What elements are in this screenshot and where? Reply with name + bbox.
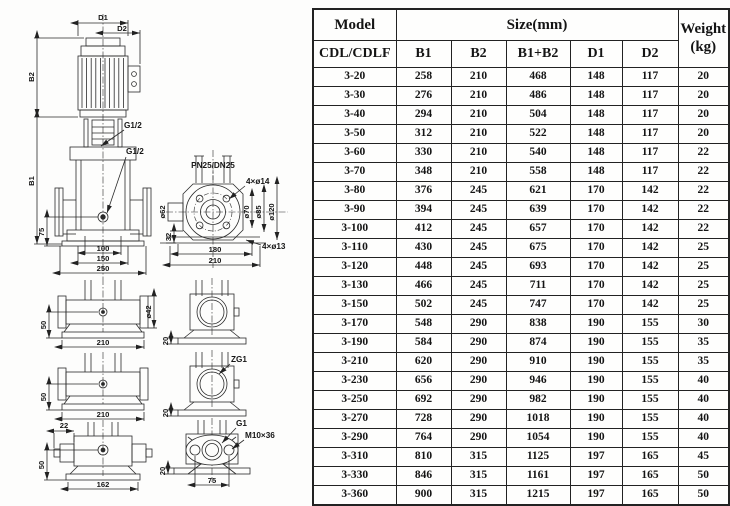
cell-model: 3-250 bbox=[313, 391, 396, 410]
cell-value: 348 bbox=[396, 163, 451, 182]
cell-value: 486 bbox=[506, 87, 570, 106]
svg-text:ø120: ø120 bbox=[267, 203, 276, 221]
cell-value: 558 bbox=[506, 163, 570, 182]
dim-210-v3 bbox=[62, 410, 144, 421]
svg-text:ZG1: ZG1 bbox=[231, 355, 247, 364]
svg-text:50: 50 bbox=[37, 460, 46, 470]
flange-standard-label: PN25/DN25 bbox=[191, 161, 235, 170]
cell-value: 502 bbox=[396, 296, 451, 315]
svg-text:D2: D2 bbox=[117, 24, 127, 33]
cell-value: 290 bbox=[451, 372, 506, 391]
cell-value: 22 bbox=[678, 163, 729, 182]
table-row bbox=[313, 334, 729, 353]
cell-value: 25 bbox=[678, 277, 729, 296]
cell-model: 3-40 bbox=[313, 106, 396, 125]
cell-value: 155 bbox=[622, 429, 678, 448]
header-d2: D2 bbox=[622, 41, 678, 68]
cell-value: 155 bbox=[622, 334, 678, 353]
callout-g12-mid bbox=[107, 147, 144, 213]
callout-zg1 bbox=[219, 355, 247, 374]
cell-value: 25 bbox=[678, 239, 729, 258]
cell-value: 117 bbox=[622, 87, 678, 106]
table-row bbox=[313, 258, 729, 277]
cell-value: 148 bbox=[570, 87, 622, 106]
table-row bbox=[313, 372, 729, 391]
cell-value: 639 bbox=[506, 201, 570, 220]
cell-value: 197 bbox=[570, 486, 622, 506]
svg-text:32: 32 bbox=[164, 232, 173, 242]
cell-value: 20 bbox=[678, 125, 729, 144]
cell-value: 693 bbox=[506, 258, 570, 277]
table-row bbox=[313, 296, 729, 315]
cell-value: 620 bbox=[396, 353, 451, 372]
cell-value: 258 bbox=[396, 68, 451, 87]
cell-value: 245 bbox=[451, 277, 506, 296]
cell-value: 522 bbox=[506, 125, 570, 144]
cell-value: 430 bbox=[396, 239, 451, 258]
svg-text:ø85: ø85 bbox=[254, 205, 263, 219]
table-row bbox=[313, 429, 729, 448]
cell-value: 117 bbox=[622, 144, 678, 163]
cell-value: 245 bbox=[451, 182, 506, 201]
svg-text:G1/2: G1/2 bbox=[124, 121, 142, 130]
svg-text:75: 75 bbox=[207, 476, 217, 485]
svg-text:20: 20 bbox=[161, 408, 170, 418]
cell-model: 3-210 bbox=[313, 353, 396, 372]
cell-value: 22 bbox=[678, 144, 729, 163]
cell-model: 3-20 bbox=[313, 68, 396, 87]
header-size-group: Size(mm) bbox=[396, 9, 678, 41]
cell-value: 40 bbox=[678, 410, 729, 429]
cell-value: 210 bbox=[451, 106, 506, 125]
cell-value: 982 bbox=[506, 391, 570, 410]
cell-value: 35 bbox=[678, 353, 729, 372]
svg-text:4×ø14: 4×ø14 bbox=[246, 177, 270, 186]
cell-value: 245 bbox=[451, 220, 506, 239]
cell-model: 3-90 bbox=[313, 201, 396, 220]
cell-value: 35 bbox=[678, 334, 729, 353]
cell-value: 20 bbox=[678, 106, 729, 125]
cell-value: 117 bbox=[622, 68, 678, 87]
cell-value: 675 bbox=[506, 239, 570, 258]
svg-text:150: 150 bbox=[96, 254, 110, 263]
cell-value: 315 bbox=[451, 486, 506, 506]
table-row bbox=[313, 220, 729, 239]
header-d1: D1 bbox=[570, 41, 622, 68]
cell-value: 466 bbox=[396, 277, 451, 296]
dim-20-v4 bbox=[161, 409, 178, 417]
cell-model: 3-110 bbox=[313, 239, 396, 258]
table-row bbox=[313, 486, 729, 506]
dim-dia120 bbox=[267, 184, 277, 240]
dim-dia62: ø62 bbox=[158, 205, 167, 219]
dim-50-v3 bbox=[39, 384, 98, 410]
view-base-front-2 bbox=[161, 350, 247, 417]
svg-text:B2: B2 bbox=[27, 72, 36, 82]
cell-value: 210 bbox=[451, 68, 506, 87]
svg-text:210: 210 bbox=[208, 256, 222, 265]
cell-value: 142 bbox=[622, 277, 678, 296]
cell-value: 142 bbox=[622, 201, 678, 220]
dim-B2 bbox=[27, 38, 84, 117]
cell-value: 210 bbox=[451, 87, 506, 106]
spec-table bbox=[312, 8, 730, 506]
drain-port-center bbox=[101, 215, 106, 220]
view-pump-front bbox=[27, 13, 151, 278]
cell-value: 22 bbox=[678, 182, 729, 201]
header-weight bbox=[678, 9, 729, 68]
cell-value: 190 bbox=[570, 391, 622, 410]
cell-value: 148 bbox=[570, 106, 622, 125]
cell-value: 40 bbox=[678, 429, 729, 448]
cell-value: 276 bbox=[396, 87, 451, 106]
cell-value: 1161 bbox=[506, 467, 570, 486]
cell-model: 3-80 bbox=[313, 182, 396, 201]
cell-value: 155 bbox=[622, 372, 678, 391]
table-row bbox=[313, 201, 729, 220]
dim-dia42 bbox=[144, 296, 157, 328]
cell-value: 394 bbox=[396, 201, 451, 220]
cell-value: 170 bbox=[570, 277, 622, 296]
cell-model: 3-270 bbox=[313, 410, 396, 429]
cell-value: 810 bbox=[396, 448, 451, 467]
cell-value: 190 bbox=[570, 410, 622, 429]
cell-value: 874 bbox=[506, 334, 570, 353]
table-row bbox=[313, 163, 729, 182]
cell-value: 290 bbox=[451, 315, 506, 334]
cell-value: 728 bbox=[396, 410, 451, 429]
cell-value: 1054 bbox=[506, 429, 570, 448]
cell-value: 22 bbox=[678, 220, 729, 239]
dim-dia85 bbox=[254, 192, 264, 232]
dim-162 bbox=[68, 480, 138, 491]
svg-text:100: 100 bbox=[96, 244, 110, 253]
cell-value: 468 bbox=[506, 68, 570, 87]
cell-value: 900 bbox=[396, 486, 451, 506]
cell-value: 155 bbox=[622, 410, 678, 429]
dim-50-v1 bbox=[39, 312, 98, 338]
table-row bbox=[313, 448, 729, 467]
cell-value: 50 bbox=[678, 467, 729, 486]
table-row bbox=[313, 391, 729, 410]
svg-text:180: 180 bbox=[208, 245, 222, 254]
svg-text:ø70: ø70 bbox=[242, 205, 251, 219]
cell-value: 142 bbox=[622, 239, 678, 258]
cell-value: 25 bbox=[678, 296, 729, 315]
svg-text:75: 75 bbox=[37, 227, 46, 237]
header-model: Model bbox=[313, 9, 396, 41]
cell-value: 290 bbox=[451, 334, 506, 353]
cell-value: 315 bbox=[451, 467, 506, 486]
cell-value: 148 bbox=[570, 68, 622, 87]
spec-table-container bbox=[312, 8, 728, 501]
table-row bbox=[313, 277, 729, 296]
svg-text:50: 50 bbox=[39, 392, 48, 402]
svg-text:B1: B1 bbox=[27, 176, 36, 186]
cell-value: 656 bbox=[396, 372, 451, 391]
cell-value: 142 bbox=[622, 258, 678, 277]
cell-value: 910 bbox=[506, 353, 570, 372]
cell-value: 170 bbox=[570, 201, 622, 220]
cell-value: 40 bbox=[678, 372, 729, 391]
cell-value: 165 bbox=[622, 448, 678, 467]
cell-value: 290 bbox=[451, 429, 506, 448]
table-row bbox=[313, 106, 729, 125]
cell-model: 3-120 bbox=[313, 258, 396, 277]
cell-value: 584 bbox=[396, 334, 451, 353]
cell-value: 190 bbox=[570, 429, 622, 448]
cell-model: 3-310 bbox=[313, 448, 396, 467]
cell-value: 290 bbox=[451, 353, 506, 372]
dim-dia70 bbox=[242, 196, 252, 228]
header-b1: B1 bbox=[396, 41, 451, 68]
cell-value: 245 bbox=[451, 296, 506, 315]
svg-text:4×ø13: 4×ø13 bbox=[262, 242, 286, 251]
cell-value: 747 bbox=[506, 296, 570, 315]
table-row bbox=[313, 239, 729, 258]
cell-value: 190 bbox=[570, 353, 622, 372]
cell-value: 148 bbox=[570, 144, 622, 163]
svg-text:210: 210 bbox=[96, 410, 110, 419]
cell-value: 540 bbox=[506, 144, 570, 163]
cell-value: 764 bbox=[396, 429, 451, 448]
svg-text:D1: D1 bbox=[98, 13, 108, 22]
cell-value: 117 bbox=[622, 125, 678, 144]
dim-20-v6 bbox=[158, 467, 174, 475]
discharge-flange bbox=[130, 188, 151, 236]
svg-text:250: 250 bbox=[96, 264, 110, 273]
spec-table-body bbox=[313, 68, 729, 506]
cell-value: 245 bbox=[451, 258, 506, 277]
motor-terminal-box bbox=[128, 66, 140, 92]
callout-g12-top bbox=[101, 121, 142, 146]
cell-value: 155 bbox=[622, 391, 678, 410]
cell-value: 838 bbox=[506, 315, 570, 334]
dim-D2 bbox=[103, 24, 140, 64]
view-base-side-1 bbox=[39, 278, 157, 349]
cell-value: 155 bbox=[622, 315, 678, 334]
cell-value: 711 bbox=[506, 277, 570, 296]
cell-value: 312 bbox=[396, 125, 451, 144]
cell-value: 448 bbox=[396, 258, 451, 277]
header-b1b2: B1+B2 bbox=[506, 41, 570, 68]
table-row bbox=[313, 182, 729, 201]
cell-value: 155 bbox=[622, 353, 678, 372]
cell-value: 190 bbox=[570, 315, 622, 334]
svg-text:20: 20 bbox=[161, 336, 170, 346]
cell-value: 142 bbox=[622, 296, 678, 315]
cell-model: 3-130 bbox=[313, 277, 396, 296]
cell-value: 1018 bbox=[506, 410, 570, 429]
cell-value: 197 bbox=[570, 467, 622, 486]
cell-value: 376 bbox=[396, 182, 451, 201]
svg-text:G1: G1 bbox=[236, 419, 247, 428]
svg-text:G1/2: G1/2 bbox=[126, 147, 144, 156]
table-row bbox=[313, 315, 729, 334]
cell-value: 245 bbox=[451, 201, 506, 220]
cell-value: 290 bbox=[451, 391, 506, 410]
table-row bbox=[313, 144, 729, 163]
cell-value: 412 bbox=[396, 220, 451, 239]
cell-value: 197 bbox=[570, 448, 622, 467]
dim-50-v5 bbox=[37, 450, 98, 480]
dim-100 bbox=[85, 236, 121, 255]
view-base-front-1 bbox=[161, 278, 246, 345]
table-row bbox=[313, 68, 729, 87]
svg-text:M10×36: M10×36 bbox=[245, 431, 275, 440]
table-row bbox=[313, 410, 729, 429]
cell-value: 621 bbox=[506, 182, 570, 201]
svg-text:50: 50 bbox=[39, 320, 48, 330]
cell-value: 315 bbox=[451, 448, 506, 467]
cell-model: 3-70 bbox=[313, 163, 396, 182]
header-model-sub: CDL/CDLF bbox=[313, 41, 396, 68]
cell-value: 165 bbox=[622, 467, 678, 486]
cell-value: 142 bbox=[622, 182, 678, 201]
view-base-side-2 bbox=[39, 352, 148, 421]
header-weight-line2: (kg) bbox=[690, 38, 717, 55]
cell-value: 190 bbox=[570, 372, 622, 391]
cell-value: 170 bbox=[570, 296, 622, 315]
header-weight-line1: Weight bbox=[680, 21, 727, 38]
cell-value: 117 bbox=[622, 106, 678, 125]
cell-value: 40 bbox=[678, 391, 729, 410]
cell-value: 22 bbox=[678, 201, 729, 220]
cell-model: 3-50 bbox=[313, 125, 396, 144]
dim-210-v1 bbox=[62, 338, 144, 349]
cell-value: 1125 bbox=[506, 448, 570, 467]
cell-value: 548 bbox=[396, 315, 451, 334]
cell-value: 25 bbox=[678, 258, 729, 277]
cell-model: 3-230 bbox=[313, 372, 396, 391]
cell-value: 330 bbox=[396, 144, 451, 163]
cell-value: 210 bbox=[451, 163, 506, 182]
dim-75 bbox=[37, 217, 98, 246]
technical-drawing bbox=[0, 0, 310, 500]
cell-model: 3-360 bbox=[313, 486, 396, 506]
svg-text:20: 20 bbox=[158, 466, 167, 476]
svg-text:210: 210 bbox=[96, 338, 110, 347]
cell-model: 3-190 bbox=[313, 334, 396, 353]
cell-value: 148 bbox=[570, 163, 622, 182]
cell-value: 210 bbox=[451, 125, 506, 144]
cell-value: 170 bbox=[570, 258, 622, 277]
svg-text:ø42: ø42 bbox=[144, 305, 153, 319]
cell-value: 20 bbox=[678, 68, 729, 87]
table-row bbox=[313, 125, 729, 144]
svg-text:162: 162 bbox=[96, 480, 110, 489]
cell-model: 3-100 bbox=[313, 220, 396, 239]
suction-flange bbox=[55, 188, 76, 236]
cell-value: 1215 bbox=[506, 486, 570, 506]
table-row bbox=[313, 467, 729, 486]
cell-value: 20 bbox=[678, 87, 729, 106]
cell-value: 50 bbox=[678, 486, 729, 506]
cell-value: 142 bbox=[622, 220, 678, 239]
cell-model: 3-290 bbox=[313, 429, 396, 448]
dim-20-v2 bbox=[161, 337, 178, 345]
table-row bbox=[313, 87, 729, 106]
dim-180 bbox=[178, 244, 252, 256]
cell-value: 245 bbox=[451, 239, 506, 258]
cell-model: 3-30 bbox=[313, 87, 396, 106]
table-row bbox=[313, 353, 729, 372]
cell-value: 30 bbox=[678, 315, 729, 334]
cell-model: 3-60 bbox=[313, 144, 396, 163]
cell-value: 170 bbox=[570, 220, 622, 239]
cell-value: 117 bbox=[622, 163, 678, 182]
svg-text:22: 22 bbox=[59, 421, 69, 430]
cell-value: 846 bbox=[396, 467, 451, 486]
pump-dimension-drawing bbox=[0, 0, 310, 500]
cell-model: 3-170 bbox=[313, 315, 396, 334]
view-flange-top bbox=[158, 150, 288, 268]
cell-model: 3-330 bbox=[313, 467, 396, 486]
cell-model: 3-150 bbox=[313, 296, 396, 315]
cell-value: 165 bbox=[622, 486, 678, 506]
header-b2: B2 bbox=[451, 41, 506, 68]
cell-value: 45 bbox=[678, 448, 729, 467]
cell-value: 657 bbox=[506, 220, 570, 239]
cell-value: 692 bbox=[396, 391, 451, 410]
cell-value: 170 bbox=[570, 182, 622, 201]
cell-value: 170 bbox=[570, 239, 622, 258]
dim-B1 bbox=[27, 117, 62, 244]
cell-value: 210 bbox=[451, 144, 506, 163]
cell-value: 190 bbox=[570, 334, 622, 353]
callout-m10x36 bbox=[232, 431, 275, 449]
cell-value: 946 bbox=[506, 372, 570, 391]
cell-value: 504 bbox=[506, 106, 570, 125]
view-base-side-3 bbox=[37, 420, 152, 491]
cell-value: 148 bbox=[570, 125, 622, 144]
view-oval-flange bbox=[158, 418, 275, 487]
cell-value: 290 bbox=[451, 410, 506, 429]
cell-value: 294 bbox=[396, 106, 451, 125]
